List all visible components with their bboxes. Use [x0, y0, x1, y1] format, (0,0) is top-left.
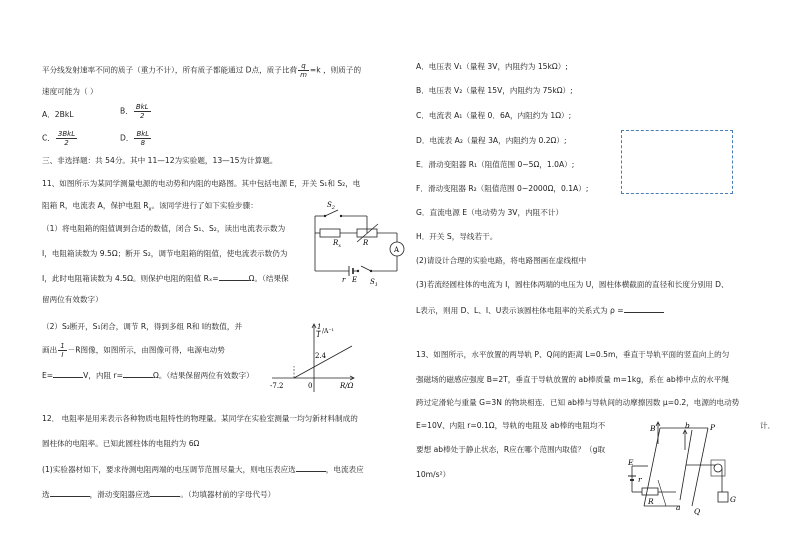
answer-blank-voltmeter[interactable]: [296, 463, 326, 472]
q13-line2: 强磁场的磁感应强度 B=2T，垂直于导轨放置的 ab棒质量 m=1kg，系在 ab棒中点的水平绳: [416, 375, 729, 384]
q13-line4-end: 计．: [760, 421, 776, 430]
x-tick-label: -7.2: [270, 382, 284, 390]
label-s1: $S_1$: [370, 278, 378, 288]
option-b: B． $\frac{\text{BkL}}{2}$: [120, 103, 149, 120]
equipment-a: A．电压表 V₁（量程 3V，内阻约为 15kΩ）;: [416, 62, 568, 71]
equipment-h: H．开关 S，导线若干。: [416, 232, 498, 241]
q12-line2: 圆柱体的电阻率。已知此圆柱体的电阻约为 6Ω: [42, 439, 200, 448]
q12-line3: (1)实验器材如下，要求待测电阻两端的电压调节范围尽量大，则电压表应选 ，电流表应: [42, 465, 364, 474]
y-axis-unit: /A⁻¹: [322, 328, 334, 335]
y-axis-label: 1: [317, 323, 322, 331]
q11-step1-line2: I，电阻箱读数为 9.5Ω；断开 S₂，调节电阻箱的阻值，使电流表示数仍为: [42, 249, 288, 258]
fig13-label-q: Q: [694, 507, 701, 516]
q13-line3: 跨过定滑轮与重量 G=3N 的物块相连．已知 ab棒与导轨间的动摩擦因数 μ=0.2，电源的电动势: [416, 398, 740, 407]
answer-blank-e[interactable]: [53, 369, 83, 378]
q12-part3-line1: (3)若流经圆柱体的电流为 I，圆柱体两端的电压为 U，圆柱体横截面的直径和长度分别用 D、: [416, 280, 729, 289]
answer-blank-rx[interactable]: [219, 272, 249, 281]
q13-rail-diagram: [630, 420, 740, 516]
x-axis-label: R/Ω: [340, 382, 354, 390]
option-d: D． $\frac{\text{BkL}}{8}$: [120, 130, 150, 147]
q12-part2: (2)请设计合理的实验电路，将电路图画在虚线框中: [416, 256, 587, 265]
q12-line4: 选 ，滑动变阻器应选 。（均填器材前的字母代号）: [42, 490, 276, 499]
graph-line: [294, 346, 352, 378]
equipment-d: D．电流表 A₂（量程 3A，内阻约为 0.2Ω）;: [416, 136, 567, 145]
q11-line1: 11、如图所示为某同学测量电源的电动势和内阻的电路图。其中包括电源 E，开关 S₁和 S₂，电: [42, 179, 361, 188]
q12-part3-line2: L表示，则用 D、L、I、U表示该圆柱体电阻率的关系式为 ρ =: [416, 304, 664, 316]
label-r-internal: r: [342, 276, 346, 284]
q13-line5: 要想 ab棒处于静止状态，R应在哪个范围内取值？（g取: [416, 445, 606, 454]
fig13-label-e: E: [628, 458, 634, 467]
option-a: A．2BkL: [42, 110, 74, 119]
q11-inverse-current-graph: [268, 318, 358, 394]
answer-blank-ammeter[interactable]: [50, 488, 90, 497]
q13-line1: 13、如图所示，水平放置的两导轨 P、Q间的距离 L=0.5m，垂直于导轨平面的竖直向上的匀: [416, 350, 730, 359]
fig13-label-b: b: [685, 421, 690, 430]
circuit-drawing-box[interactable]: [621, 130, 733, 194]
fig13-label-r: R: [648, 497, 654, 506]
q11-step1-line4: 留两位有效数字）: [42, 295, 103, 304]
q11-step2-line1: （2）S₂断开，S₁闭合，调节 R，得到多组 R和 I的数值，并: [42, 322, 243, 331]
q11-line2: 阻箱 R，电流表 A，保护电阻 $R_x$。该同学进行了如下实验步骤：: [42, 201, 258, 213]
fig13-label-a: a: [676, 503, 681, 512]
equipment-f: F．滑动变阻器 R₂（阻值范围 0~2000Ω，0.1A）;: [416, 184, 589, 193]
equipment-g: G．直流电源 E（电动势为 3V，内阻不计）: [416, 208, 564, 217]
option-c: C． $\frac{\text{3BkL}}{2}$: [42, 130, 76, 147]
q10-line2: 速度可能为（ ）: [42, 87, 98, 96]
q13-line6: 10m/s²）: [416, 470, 451, 479]
q11-step1-line1: （1）将电阻箱的阻值调到合适的数值，闭合 S₁、S₂，读出电流表示数为: [42, 224, 286, 233]
ratio-fraction: $\frac{q}{m}$: [300, 62, 307, 79]
q11-step2-line3: E= V，内阻 r= Ω。（结果保留两位有效数字）: [42, 371, 254, 380]
svg-text:I: I: [317, 331, 320, 339]
q11-circuit-diagram: [305, 196, 405, 288]
label-rx: $R_x$: [333, 239, 342, 249]
right-column: [400, 0, 794, 560]
answer-blank-resistivity[interactable]: [624, 304, 664, 313]
label-r-box: R: [363, 239, 369, 247]
answer-blank-r[interactable]: [123, 369, 153, 378]
y-tick-label: 2.4: [315, 352, 327, 360]
equipment-c: C．电流表 A₁（量程 0．6A，内阻约为 1Ω）;: [416, 111, 572, 120]
label-s2: $S_2$: [327, 201, 335, 211]
fig13-label-b-field: B: [650, 424, 656, 433]
fig13-label-g: G: [730, 495, 736, 504]
q13-line4: E=10V、内阻 r=0.1Ω，导轨的电阻及 ab棒的电阻均不: [416, 421, 606, 430]
q10-line1: 平分线发射速率不同的质子（重力不计），所有质子都能通过 D点，质子比荷 $\frac{q}{m}$ =k ，则质子的: [42, 62, 362, 79]
equipment-b: B．电压表 V₂（量程 15V，内阻约为 75kΩ）;: [416, 86, 573, 95]
equipment-e: E．滑动变阻器 R₁（阻值范围 0~5Ω，1.0A）;: [416, 160, 575, 169]
q12-line1: 12． 电阻率是用来表示各种物质电阻特性的物理量。某同学在实验室测量一均匀新材料制成的: [42, 414, 358, 423]
fig13-label-r-small: r: [638, 475, 642, 484]
label-e: E: [352, 276, 358, 284]
fig13-label-p: P: [710, 423, 716, 432]
section-3-heading: 三、非选择题：共 54分。其中 11—12为实验题，13—15为计算题。: [42, 156, 278, 165]
q11-step1-line3: I，此时电阻箱读数为 4.5Ω。则保护电阻的阻值 Rₓ= Ω。（结果保: [42, 274, 289, 283]
origin-label: 0: [308, 382, 313, 390]
label-ammeter: A: [394, 246, 400, 254]
q11-step2-line2: 画出 $\frac{1}{I}$ －R图像，如图所示，由图像可得，电源电动势: [42, 342, 225, 359]
answer-blank-rheostat[interactable]: [150, 488, 180, 497]
